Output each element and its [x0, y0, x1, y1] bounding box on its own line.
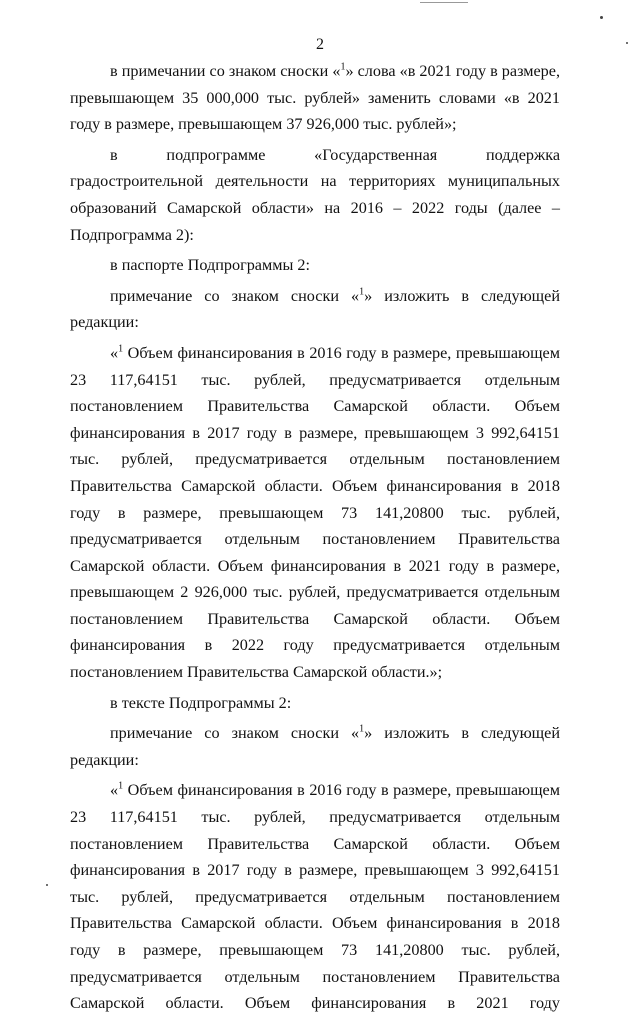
paragraph [70, 142, 560, 248]
paragraph [70, 58, 560, 138]
paragraph-text: в примечании со знаком сноски « [110, 62, 341, 80]
page-number: 2 [316, 36, 324, 53]
paragraph-text: Объем финансирования в 2016 году в размере, превышающем 23 117,64151 тыс. рублей, предусматривается отдельным постановлением Правительства Самарской области. Объем финансирования в 2017 году в размере, превышающем 3 992,64151 тыс. рублей, предусматривается отдельным постановлением Правительства Самарской области. Объем финансирования в 2018 году в размере, превышающем 73 141,20800 тыс. рублей, предусматривается отдельным постановлением Правительства Самарской области. Объем финансирования в 2021 году в размере, превышающем 2 926,000 тыс. рублей, предусматривается отдельным постановлением Правительства Самарской области. Объем финансирования в 2022 году предусматривается отдельным постановлением Правительства Самарской области.»; [70, 343, 560, 682]
paragraph-text: в паспорте Подпрограммы 2: [110, 256, 310, 275]
paragraph-text: в подпрограмме «Государственная поддержка градостроительной деятельности на территориях муниципальных образований Самарской области» на 2016 – 2022 годы (далее – Подпрограмма 2): [70, 145, 560, 244]
paragraph-text: примечание со знаком сноски « [110, 286, 360, 305]
paragraph-text: « [110, 781, 119, 800]
paragraph-text: » изложить в следующей редакции: [70, 724, 560, 769]
scan-artifact-dot [46, 884, 48, 886]
footnote-mark: 1 [340, 61, 346, 73]
paragraph-text: » слова «в 2021 году в размере, превышающем 35 000,000 тыс. рублей» заменить словами «в 2021 году в размере, превышающем 37 926,000 тыс. рублей»; [70, 62, 560, 134]
footnote-mark: 1 [359, 286, 365, 298]
paragraph-text: примечание со знаком сноски « [110, 724, 360, 743]
paragraph [70, 283, 560, 336]
scan-artifact-dot [600, 16, 603, 19]
paragraph [70, 340, 560, 686]
footnote-mark: 1 [118, 343, 124, 355]
paragraph [70, 690, 560, 717]
paragraph-text: в тексте Подпрограммы 2: [110, 693, 292, 712]
paragraph [70, 252, 560, 279]
paragraph-text: » изложить в следующей редакции: [70, 286, 560, 332]
paragraph [70, 720, 560, 773]
paragraph-text: Объем финансирования в 2016 году в размере, превышающем 23 117,64151 тыс. рублей, предусматривается отдельным постановлением Правительства Самарской области. Объем финансирования в 2017 году в размере, превышающем 3 992,64151 тыс. рублей, предусматривается отдельным постановлением Правительства Самарской области. Объем финансирования в 2018 году в размере, превышающем 73 141,20800 тыс. рублей, предусматривается отдельным постановлением Правительства Самарской области. Объем финансирования в 2021 году [70, 781, 560, 1013]
paragraph-text: « [110, 343, 119, 362]
footnote-mark: 1 [359, 723, 365, 735]
scan-artifact-rule [420, 2, 468, 3]
document-body [70, 58, 560, 1017]
paragraph [70, 777, 560, 1016]
footnote-mark: 1 [118, 781, 124, 793]
